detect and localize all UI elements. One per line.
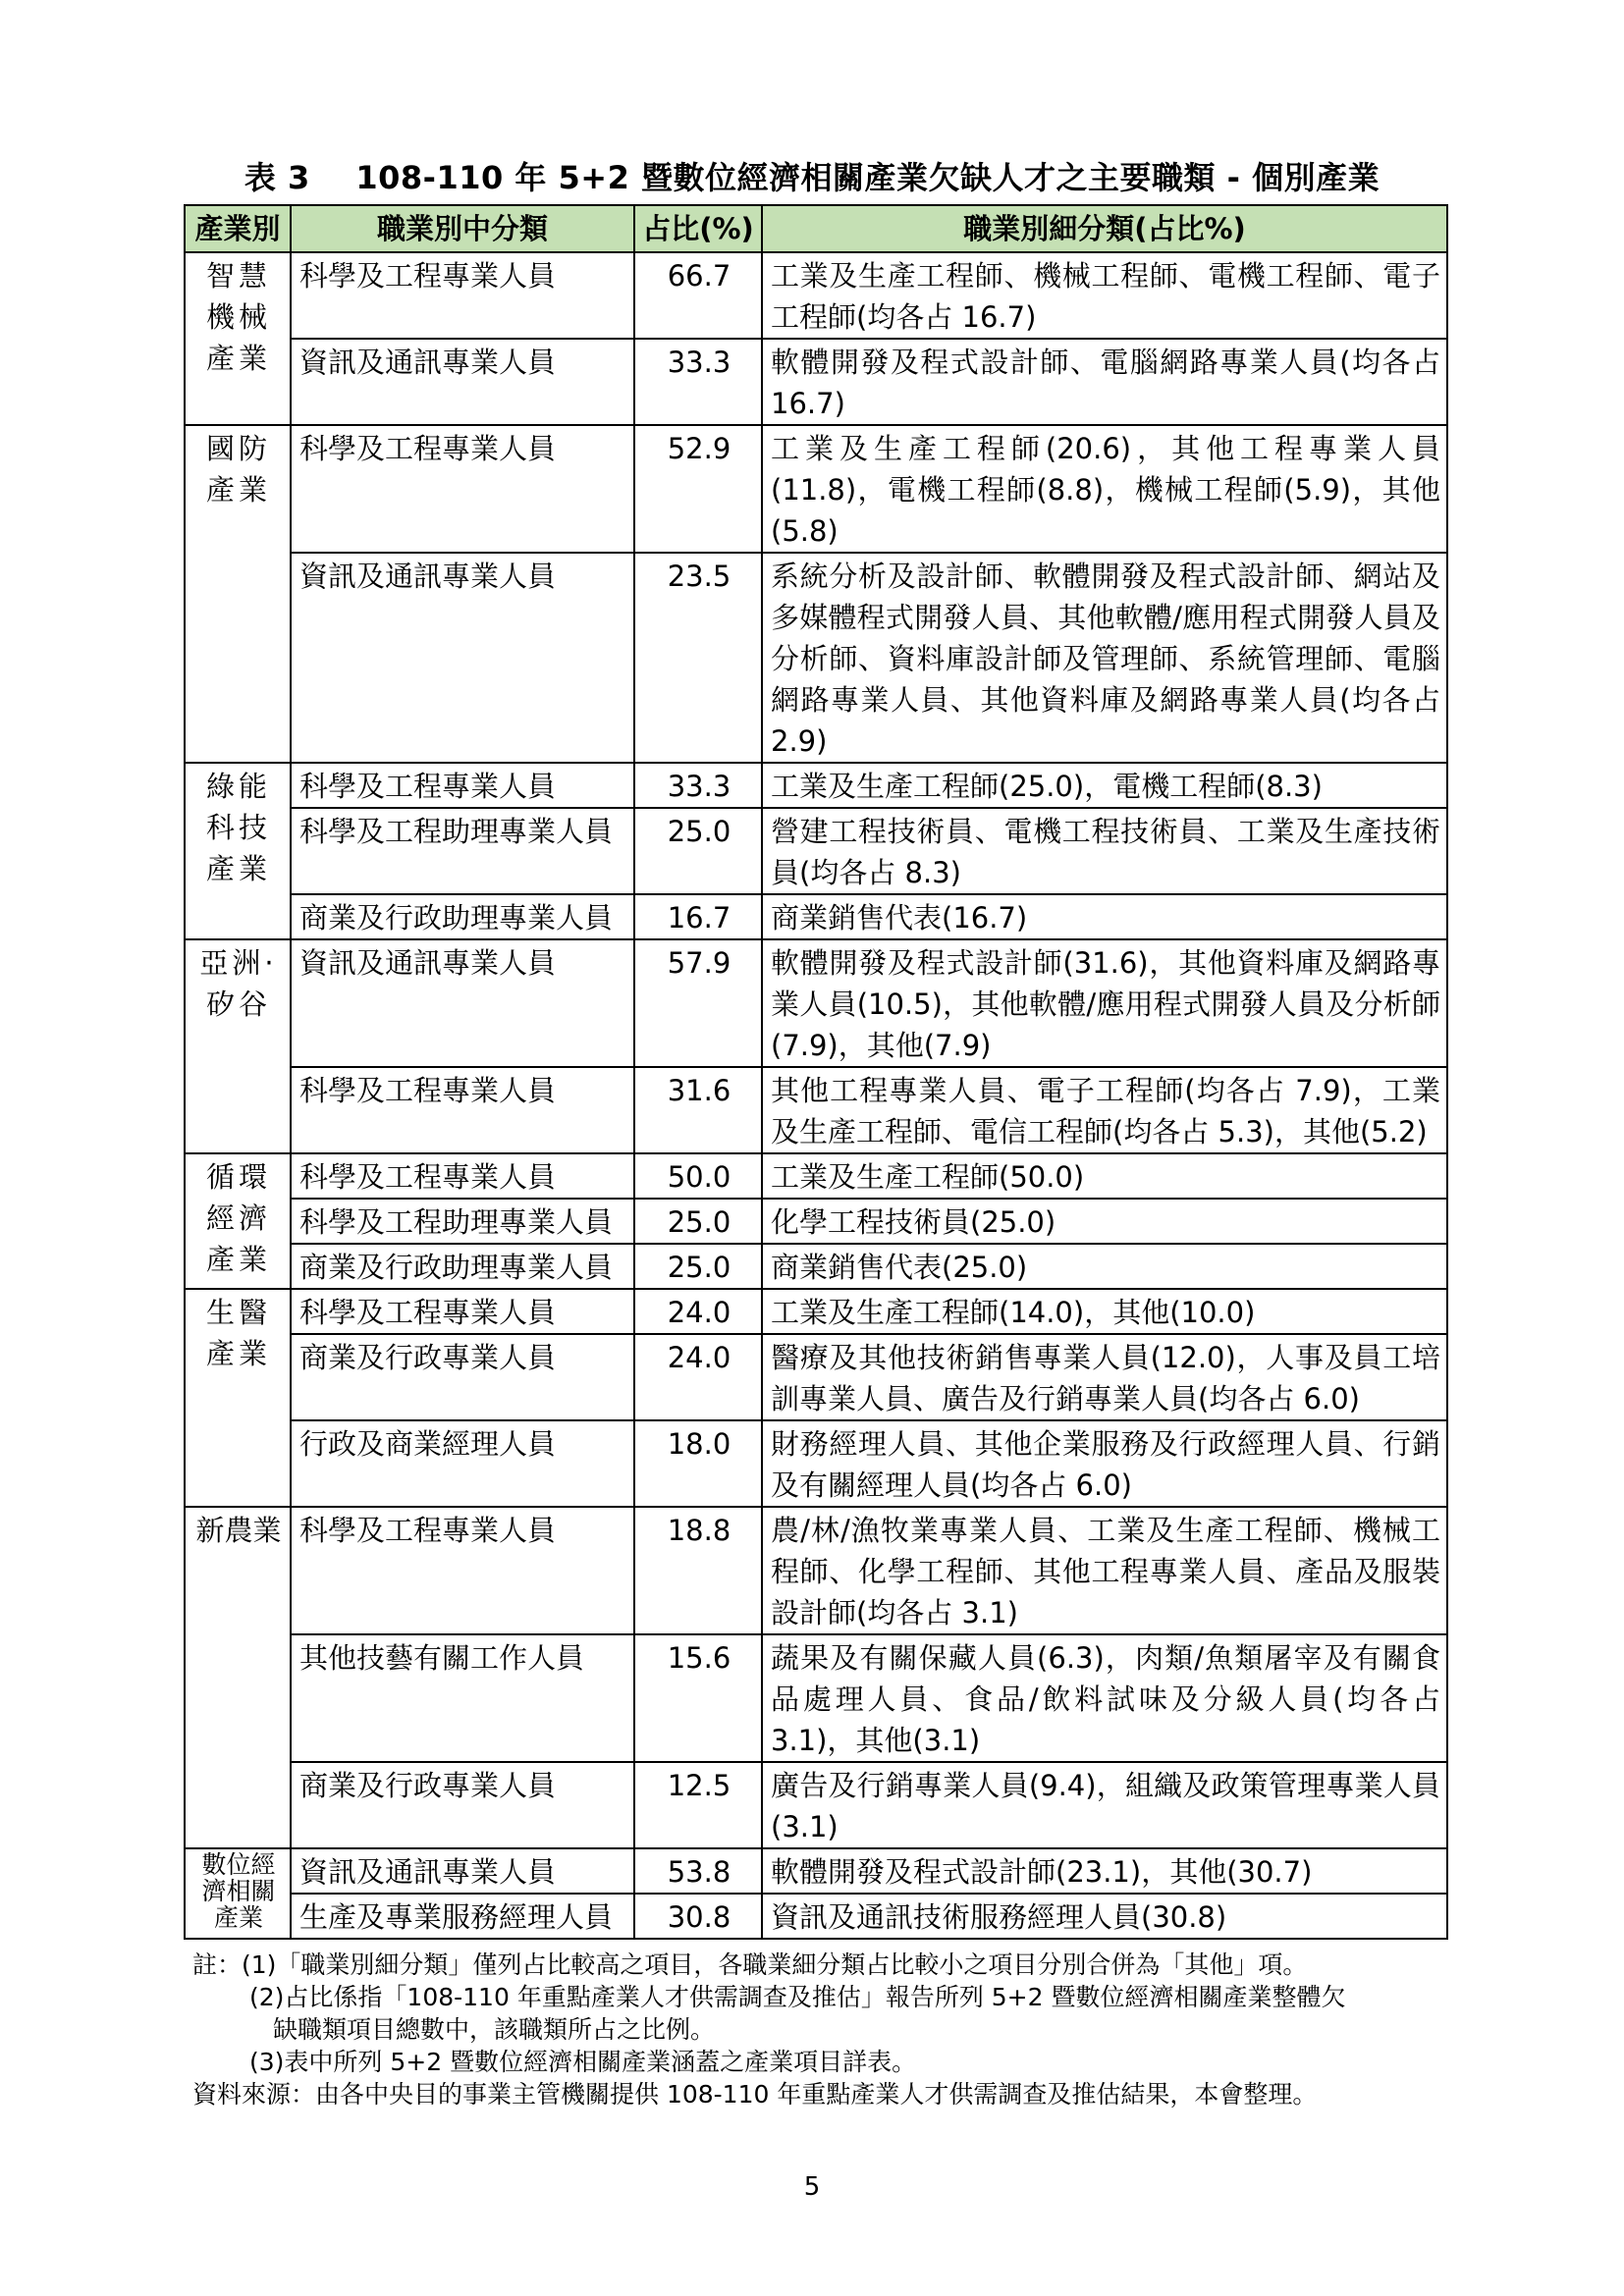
table-row xyxy=(185,339,1447,425)
table-row xyxy=(185,1762,1447,1848)
detail-cell: 工業及生產工程師(50.0) xyxy=(762,1153,1447,1199)
table-row xyxy=(185,1420,1447,1507)
occupation-cell: 商業及行政專業人員 xyxy=(291,1762,634,1848)
table-row xyxy=(185,1334,1447,1420)
table-row xyxy=(185,252,1447,339)
industry-cell: 新農業 xyxy=(185,1507,291,1848)
table-row xyxy=(185,1067,1447,1153)
detail-cell: 商業銷售代表(16.7) xyxy=(762,894,1447,939)
table-row xyxy=(185,763,1447,808)
pct-cell: 24.0 xyxy=(634,1289,762,1334)
occupation-cell: 科學及工程專業人員 xyxy=(291,1289,634,1334)
industry-cell: 智慧機械產業 xyxy=(185,252,291,425)
table-row xyxy=(185,1507,1447,1634)
detail-cell: 廣告及行銷專業人員(9.4)，組織及政策管理專業人員(3.1) xyxy=(762,1762,1447,1848)
detail-cell: 蔬果及有關保藏人員(6.3)，肉類/魚類屠宰及有關食品處理人員、食品/飲料試味及分級人員(均各占 3.1)，其他(3.1) xyxy=(762,1634,1447,1762)
header-occupation: 職業別中分類 xyxy=(291,205,634,252)
detail-cell: 工業及生產工程師、機械工程師、電機工程師、電子工程師(均各占 16.7) xyxy=(762,252,1447,339)
pct-cell: 15.6 xyxy=(634,1634,762,1762)
table-row xyxy=(185,894,1447,939)
occupation-cell: 商業及行政助理專業人員 xyxy=(291,1244,634,1289)
occupation-cell: 商業及行政助理專業人員 xyxy=(291,894,634,939)
industry-cell: 國防產業 xyxy=(185,425,291,763)
table-notes xyxy=(192,1949,1469,2110)
occupation-cell: 科學及工程專業人員 xyxy=(291,252,634,339)
pct-cell: 25.0 xyxy=(634,808,762,894)
table-row xyxy=(185,1894,1447,1939)
table-row xyxy=(185,1153,1447,1199)
occupation-cell: 科學及工程助理專業人員 xyxy=(291,1199,634,1244)
detail-cell: 資訊及通訊技術服務經理人員(30.8) xyxy=(762,1894,1447,1939)
table-row xyxy=(185,553,1447,763)
pct-cell: 66.7 xyxy=(634,252,762,339)
occupation-cell: 資訊及通訊專業人員 xyxy=(291,339,634,425)
detail-cell: 軟體開發及程式設計師(31.6)，其他資料庫及網路專業人員(10.5)，其他軟體/應用程式開發人員及分析師(7.9)，其他(7.9) xyxy=(762,939,1447,1067)
industry-cell: 生醫產業 xyxy=(185,1289,291,1507)
industry-cell: 循環經濟產業 xyxy=(185,1153,291,1289)
occupation-cell: 資訊及通訊專業人員 xyxy=(291,939,634,1067)
pct-cell: 50.0 xyxy=(634,1153,762,1199)
detail-cell: 工業及生產工程師(14.0)，其他(10.0) xyxy=(762,1289,1447,1334)
pct-cell: 18.0 xyxy=(634,1420,762,1507)
page-title: 表 3 108-110 年 5+2 暨數位經濟相關產業欠缺人才之主要職類 - 個別產業 xyxy=(244,159,1380,196)
page-number: 5 xyxy=(803,2172,821,2202)
detail-cell: 財務經理人員、其他企業服務及行政經理人員、行銷及有關經理人員(均各占 6.0) xyxy=(762,1420,1447,1507)
detail-cell: 軟體開發及程式設計師(23.1)，其他(30.7) xyxy=(762,1848,1447,1894)
detail-cell: 工業及生產工程師(20.6)，其他工程專業人員(11.8)，電機工程師(8.8)，機械工程師(5.9)，其他(5.8) xyxy=(762,425,1447,553)
table-header-row xyxy=(185,205,1447,252)
occupation-cell: 資訊及通訊專業人員 xyxy=(291,553,634,763)
table-row xyxy=(185,1244,1447,1289)
table-row xyxy=(185,1199,1447,1244)
detail-cell: 工業及生產工程師(25.0)，電機工程師(8.3) xyxy=(762,763,1447,808)
pct-cell: 25.0 xyxy=(634,1199,762,1244)
occupation-cell: 生產及專業服務經理人員 xyxy=(291,1894,634,1939)
header-detail: 職業別細分類(占比%) xyxy=(762,205,1447,252)
detail-cell: 醫療及其他技術銷售專業人員(12.0)，人事及員工培訓專業人員、廣告及行銷專業人員(均各占 6.0) xyxy=(762,1334,1447,1420)
pct-cell: 18.8 xyxy=(634,1507,762,1634)
occupation-cell: 其他技藝有關工作人員 xyxy=(291,1634,634,1762)
occupation-cell: 行政及商業經理人員 xyxy=(291,1420,634,1507)
pct-cell: 30.8 xyxy=(634,1894,762,1939)
occupation-cell: 科學及工程專業人員 xyxy=(291,763,634,808)
occupation-cell: 商業及行政專業人員 xyxy=(291,1334,634,1420)
pct-cell: 23.5 xyxy=(634,553,762,763)
detail-cell: 營建工程技術員、電機工程技術員、工業及生產技術員(均各占 8.3) xyxy=(762,808,1447,894)
note-2: (2)占比係指「108-110 年重點產業人才供需調查及推估」報告所列 5+2 暨數位經濟相關產業整體欠 xyxy=(249,1983,1346,2011)
occupation-table xyxy=(184,204,1448,1940)
occupation-cell: 科學及工程專業人員 xyxy=(291,425,634,553)
detail-cell: 其他工程專業人員、電子工程師(均各占 7.9)，工業及生產工程師、電信工程師(均各占 5.3)，其他(5.2) xyxy=(762,1067,1447,1153)
detail-cell: 軟體開發及程式設計師、電腦網路專業人員(均各占 16.7) xyxy=(762,339,1447,425)
table-row xyxy=(185,1848,1447,1894)
occupation-cell: 科學及工程專業人員 xyxy=(291,1153,634,1199)
industry-cell: 綠能科技產業 xyxy=(185,763,291,939)
table-row xyxy=(185,808,1447,894)
note-2-continued: 缺職類項目總數中，該職類所占之比例。 xyxy=(273,2015,716,2044)
header-pct: 占比(%) xyxy=(634,205,762,252)
pct-cell: 53.8 xyxy=(634,1848,762,1894)
note-1: 註：(1)「職業別細分類」僅列占比較高之項目，各職業細分類占比較小之項目分別合併為「其他」項。 xyxy=(192,1950,1308,1979)
detail-cell: 商業銷售代表(25.0) xyxy=(762,1244,1447,1289)
data-source: 資料來源：由各中央目的事業主管機關提供 108-110 年重點產業人才供需調查及推估結果，本會整理。 xyxy=(192,2080,1318,2109)
detail-cell: 農/林/漁牧業專業人員、工業及生產工程師、機械工程師、化學工程師、其他工程專業人員、產品及服裝設計師(均各占 3.1) xyxy=(762,1507,1447,1634)
detail-cell: 系統分析及設計師、軟體開發及程式設計師、網站及多媒體程式開發人員、其他軟體/應用程式開發人員及分析師、資料庫設計師及管理師、系統管理師、電腦網路專業人員、其他資料庫及網路專業人員(均各占 2.9) xyxy=(762,553,1447,763)
note-3: (3)表中所列 5+2 暨數位經濟相關產業涵蓋之產業項目詳表。 xyxy=(249,2048,917,2076)
pct-cell: 33.3 xyxy=(634,339,762,425)
pct-cell: 31.6 xyxy=(634,1067,762,1153)
table-row xyxy=(185,1289,1447,1334)
pct-cell: 33.3 xyxy=(634,763,762,808)
table-row xyxy=(185,939,1447,1067)
occupation-cell: 科學及工程助理專業人員 xyxy=(291,808,634,894)
industry-cell: 亞洲·矽谷 xyxy=(185,939,291,1153)
pct-cell: 52.9 xyxy=(634,425,762,553)
detail-cell: 化學工程技術員(25.0) xyxy=(762,1199,1447,1244)
occupation-cell: 科學及工程專業人員 xyxy=(291,1507,634,1634)
pct-cell: 16.7 xyxy=(634,894,762,939)
pct-cell: 25.0 xyxy=(634,1244,762,1289)
pct-cell: 12.5 xyxy=(634,1762,762,1848)
header-industry: 產業別 xyxy=(185,205,291,252)
pct-cell: 57.9 xyxy=(634,939,762,1067)
pct-cell: 24.0 xyxy=(634,1334,762,1420)
industry-cell: 數位經濟相關產業 xyxy=(185,1848,291,1939)
occupation-cell: 資訊及通訊專業人員 xyxy=(291,1848,634,1894)
table-row xyxy=(185,425,1447,553)
occupation-cell: 科學及工程專業人員 xyxy=(291,1067,634,1153)
table-row xyxy=(185,1634,1447,1762)
